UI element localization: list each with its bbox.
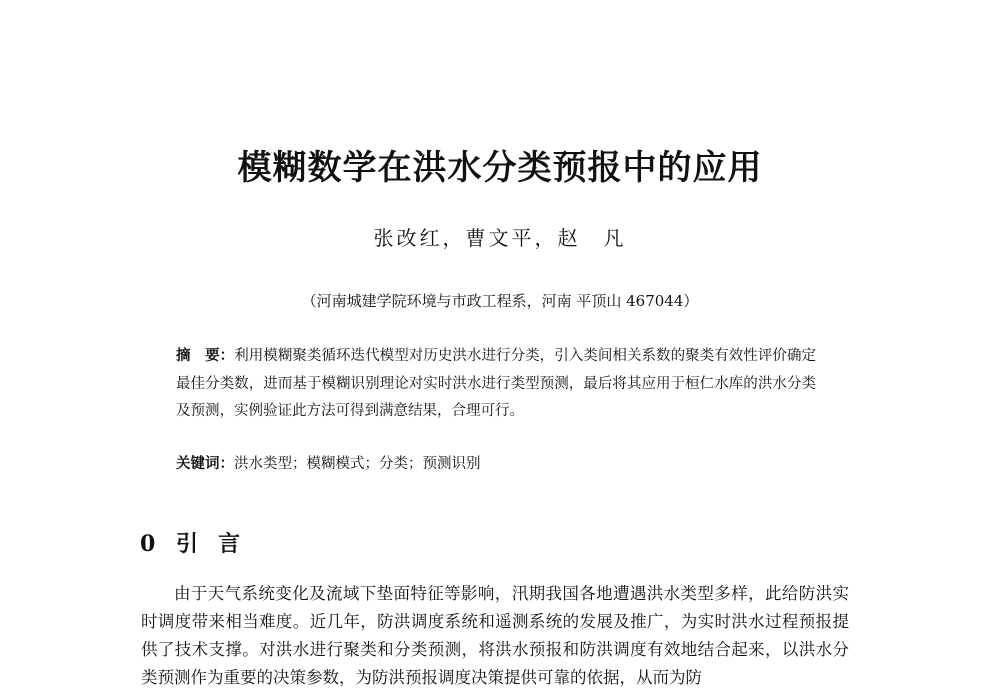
abstract <box>176 342 816 426</box>
section-heading <box>140 527 260 558</box>
abstract-label: 摘 要： <box>176 347 235 364</box>
author-list: 张改红，曹文平，赵 凡 <box>373 226 627 250</box>
keywords-label: 关键词： <box>176 455 234 472</box>
keywords-text: 洪水类型；模糊模式；分类；预测识别 <box>234 456 481 472</box>
section-number: 0 <box>140 531 156 557</box>
author-affiliation: （河南城建学院环境与市政工程系，河南 平顶山 467044） <box>301 292 699 310</box>
body-paragraph: 由于天气系统变化及流域下垫面特征等影响，汛期我国各地遭遇洪水类型多样，此给防洪实时调度带来相当难度。近几年，防洪调度系统和遥测系统的发展及推广，为实时洪水过程预报提供了技术支撑。对洪水进行聚类和分类预测，将洪水预报和防洪调度有效地结合起来，以洪水分类预测作为重要的决策参数，为防洪预报调度决策提供可靠的依据，从而为防 <box>141 584 849 687</box>
section-title: 引言 <box>176 531 261 557</box>
keywords <box>176 450 816 478</box>
abstract-text: 利用模糊聚类循环迭代模型对历史洪水进行分类，引入类间相关系数的聚类有效性评价确定最佳分类数，进而基于模糊识别理论对实时洪水进行类型预测，最后将其应用于桓仁水库的洪水分类及预测，实例验证此方法可得到满意结果，合理可行。 <box>176 348 816 419</box>
paper-title: 模糊数学在洪水分类预报中的应用 <box>237 148 763 188</box>
